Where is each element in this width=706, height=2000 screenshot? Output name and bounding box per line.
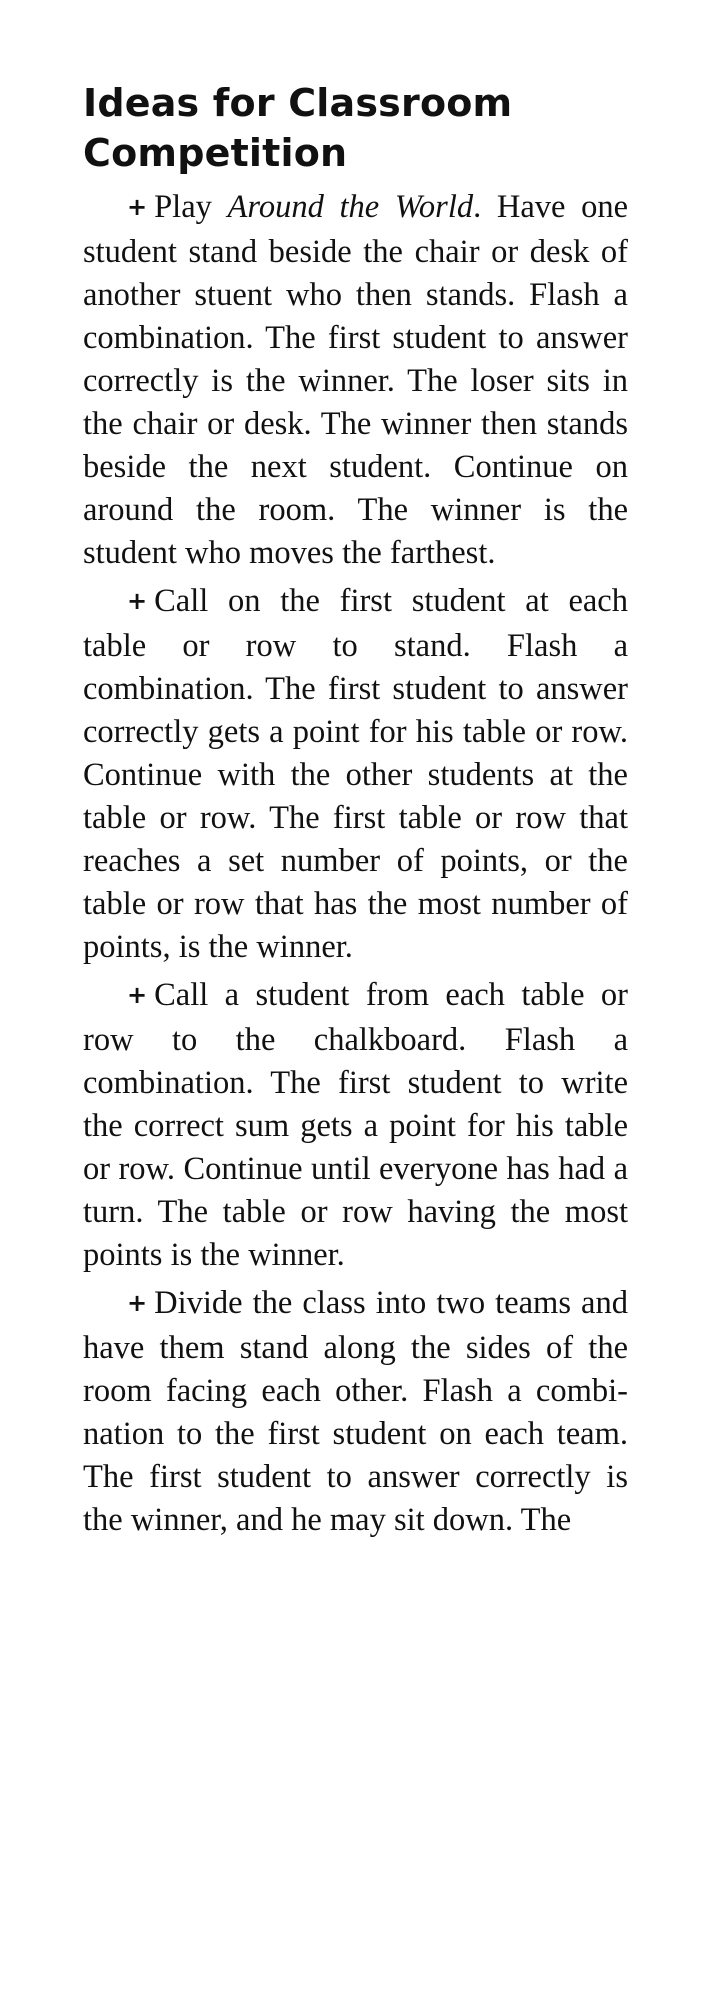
idea-4-text: Divide the class into two teams and have them stand along the sides of the room facing each other. Flash a combination to the first student on each team. The first student to answer correctly is the winner, and he may sit down. The bbox=[83, 1285, 628, 1538]
idea-1-lead: Play bbox=[154, 189, 228, 225]
plus-bullet-icon: + bbox=[127, 1289, 148, 1317]
idea-1-game-name: Around the World bbox=[227, 189, 474, 225]
idea-paragraph-3 bbox=[83, 974, 628, 1277]
idea-3-text: Call a student from each table or row to the chalkboard. Flash a combination. The first student to write the correct sum gets a point for his table or row. Continue until everyone has had a turn. The table or row having the most points is the winner. bbox=[83, 977, 628, 1273]
plus-bullet-icon: + bbox=[127, 587, 148, 615]
document-page bbox=[83, 78, 628, 1542]
idea-2-text: Call on the first student at each table or row to stand. Flash a combination. The first student to answer correctly gets a point for his table or row. Continue with the other students at the table or row. The first table or row that reaches a set number of points, or the table or row that has the most number of points, is the winner. bbox=[83, 583, 628, 965]
idea-paragraph-1 bbox=[83, 186, 628, 575]
idea-paragraph-4 bbox=[83, 1282, 628, 1542]
section-heading: Ideas for Classroom Competition bbox=[83, 81, 513, 175]
idea-paragraph-2 bbox=[83, 580, 628, 969]
plus-bullet-icon: + bbox=[127, 981, 148, 1009]
idea-1-text: . Have one student stand beside the chair or desk of another stuent who then stands. Flash a combination. The first student to answer correctly is the winner. The loser sits in the chair or desk. The winner then stands beside the next student. Continue on around the room. The winner is the student who moves the farthest. bbox=[83, 189, 629, 571]
plus-bullet-icon: + bbox=[127, 193, 148, 221]
